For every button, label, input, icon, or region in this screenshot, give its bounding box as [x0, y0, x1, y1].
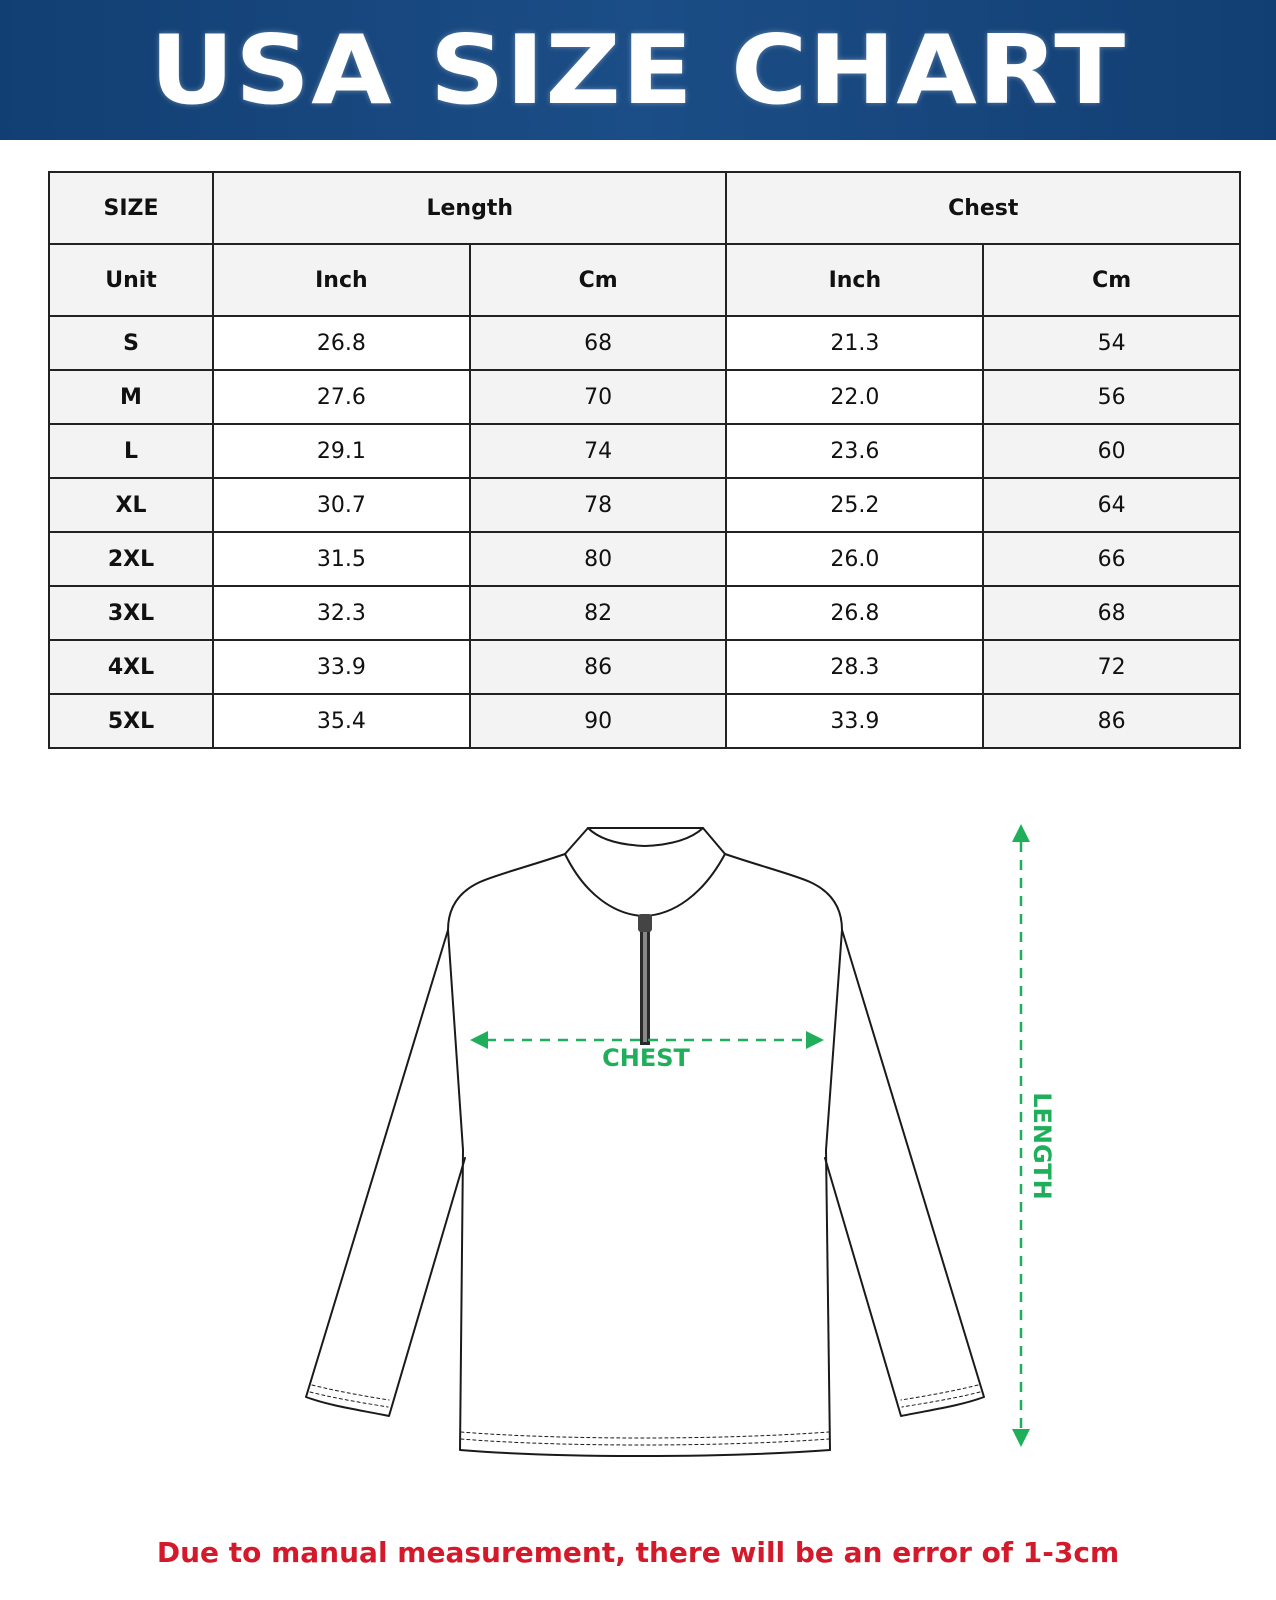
length-inch-cell: 29.1 — [213, 424, 470, 478]
shirt-diagram — [0, 780, 1276, 1480]
length-cm-cell: 86 — [470, 640, 727, 694]
chest-inch-cell: 22.0 — [726, 370, 983, 424]
chest-inch-cell: 25.2 — [726, 478, 983, 532]
title-banner — [0, 0, 1276, 140]
size-cell: L — [49, 424, 213, 478]
length-inch-cell: 31.5 — [213, 532, 470, 586]
header-length: Length — [213, 172, 726, 244]
header-row — [49, 172, 1240, 244]
length-inch-cell: 27.6 — [213, 370, 470, 424]
table-row — [49, 316, 1240, 370]
size-cell: XL — [49, 478, 213, 532]
chest-cm-cell: 64 — [983, 478, 1240, 532]
unit-chest-inch: Inch — [726, 244, 983, 316]
size-cell: 5XL — [49, 694, 213, 748]
length-cm-cell: 70 — [470, 370, 727, 424]
zipper — [638, 914, 652, 1045]
size-table — [48, 171, 1241, 749]
length-inch-cell: 30.7 — [213, 478, 470, 532]
table-row — [49, 586, 1240, 640]
table-row — [49, 370, 1240, 424]
length-cm-cell: 68 — [470, 316, 727, 370]
size-cell: M — [49, 370, 213, 424]
length-inch-cell: 32.3 — [213, 586, 470, 640]
length-cm-cell: 82 — [470, 586, 727, 640]
table-row — [49, 424, 1240, 478]
chest-cm-cell: 56 — [983, 370, 1240, 424]
table-row — [49, 694, 1240, 748]
chest-cm-cell: 86 — [983, 694, 1240, 748]
chest-inch-cell: 26.8 — [726, 586, 983, 640]
length-measure-arrow — [1012, 824, 1030, 1447]
length-cm-cell: 74 — [470, 424, 727, 478]
size-cell: S — [49, 316, 213, 370]
length-label: LENGTH — [1028, 1092, 1056, 1200]
chest-cm-cell: 72 — [983, 640, 1240, 694]
measurement-note: Due to manual measurement, there will be an error of 1-3cm — [156, 1536, 1120, 1569]
length-cm-cell: 90 — [470, 694, 727, 748]
chest-cm-cell: 54 — [983, 316, 1240, 370]
chest-cm-cell: 66 — [983, 532, 1240, 586]
table-row — [49, 640, 1240, 694]
chest-inch-cell: 21.3 — [726, 316, 983, 370]
unit-row — [49, 244, 1240, 316]
chest-cm-cell: 60 — [983, 424, 1240, 478]
chart-title: USA SIZE CHART — [149, 13, 1127, 127]
length-cm-cell: 78 — [470, 478, 727, 532]
size-cell: 4XL — [49, 640, 213, 694]
length-inch-cell: 35.4 — [213, 694, 470, 748]
unit-chest-cm: Cm — [983, 244, 1240, 316]
length-inch-cell: 33.9 — [213, 640, 470, 694]
chest-cm-cell: 68 — [983, 586, 1240, 640]
chest-inch-cell: 33.9 — [726, 694, 983, 748]
unit-length-inch: Inch — [213, 244, 470, 316]
header-size: SIZE — [49, 172, 213, 244]
header-chest: Chest — [726, 172, 1240, 244]
chest-inch-cell: 28.3 — [726, 640, 983, 694]
table-row — [49, 478, 1240, 532]
length-cm-cell: 80 — [470, 532, 727, 586]
chest-label: CHEST — [602, 1044, 690, 1072]
unit-length-cm: Cm — [470, 244, 727, 316]
size-cell: 3XL — [49, 586, 213, 640]
chest-inch-cell: 23.6 — [726, 424, 983, 478]
length-inch-cell: 26.8 — [213, 316, 470, 370]
chest-inch-cell: 26.0 — [726, 532, 983, 586]
unit-label: Unit — [49, 244, 213, 316]
size-cell: 2XL — [49, 532, 213, 586]
table-row — [49, 532, 1240, 586]
